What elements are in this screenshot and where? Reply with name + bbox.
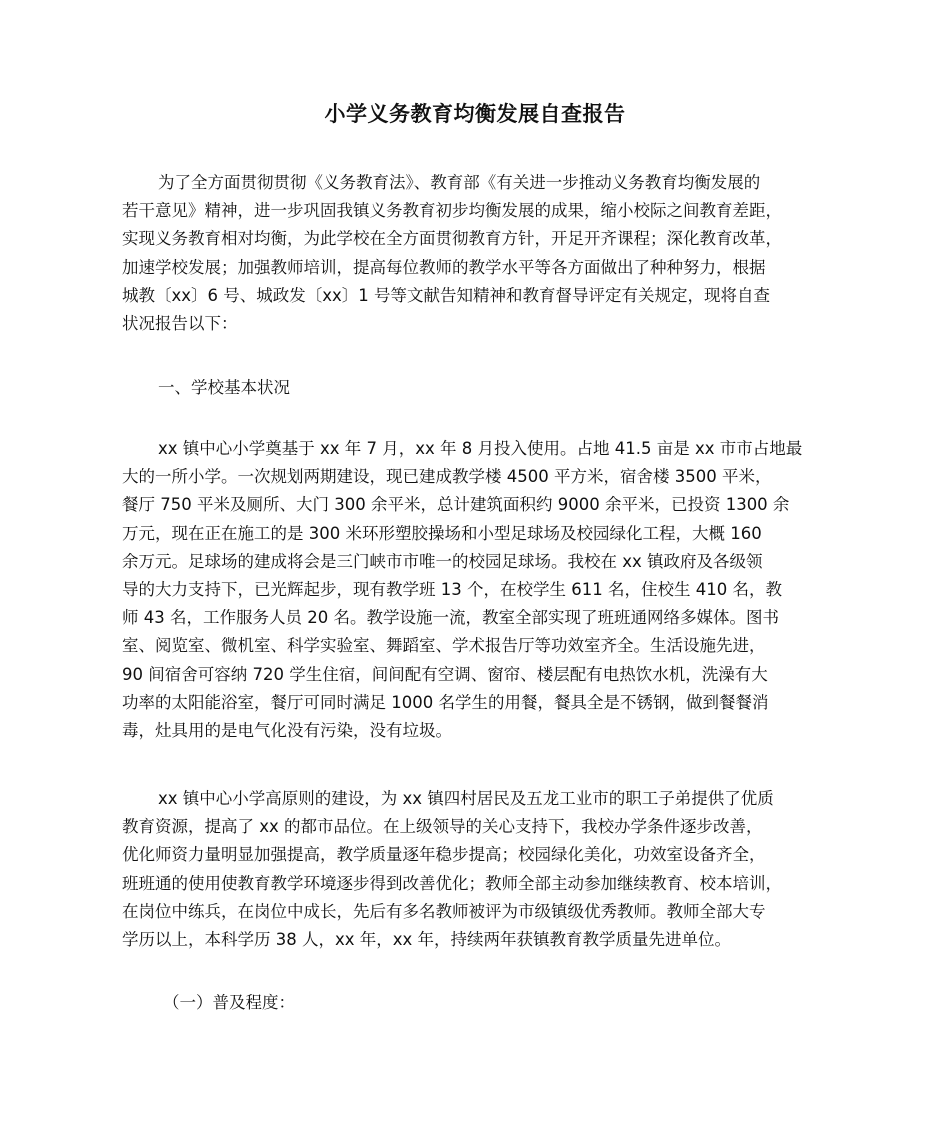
paragraph-line: 为了全方面贯彻贯彻《义务教育法》、教育部《有关进一步推动义务教育均衡发展的 (158, 173, 761, 192)
paragraph-line: 大的一所小学。一次规划两期建设，现已建成教学楼 4500 平方米，宿舍楼 3500 平米， (122, 467, 772, 487)
page-title: 小学义务教育均衡发展自查报告 (324, 102, 626, 126)
paragraph-line: 若干意见》精神，进一步巩固我镇义务教育初步均衡发展的成果，缩小校际之间教育差距， (122, 201, 782, 221)
paragraph-line: 教育资源，提高了 xx 的都市品位。在上级领导的关心支持下，我校办学条件逐步改善， (122, 817, 763, 837)
paragraph-line: 学历以上，本科学历 38 人，xx 年，xx 年，持续两年获镇教育教学质量先进单位。 (122, 930, 732, 950)
paragraph-line: 班班通的使用使教育教学环境逐步得到改善优化；教师全部主动参加继续教育、校本培训， (122, 873, 782, 893)
paragraph-line: 加速学校发展；加强教师培训，提高每位教师的教学水平等各方面做出了种种努力，根据 (122, 257, 766, 277)
paragraph-line: 功率的太阳能浴室，餐厅可同时满足 1000 名学生的用餐，餐具全是不锈钢，做到餐餐消 (122, 692, 769, 712)
paragraph-line: xx 镇中心小学高原则的建设，为 xx 镇四村居民及五龙工业市的职工子弟提供了优质 (158, 789, 774, 808)
paragraph-line: 90 间宿舍可容纳 720 学生住宿，间间配有空调、窗帘、楼层配有电热饮水机，洗澡有大 (122, 664, 768, 684)
paragraph-line: 实现义务教育相对均衡，为此学校在全方面贯彻教育方针，开足开齐课程；深化教育改革， (122, 229, 782, 249)
paragraph-line: 室、阅览室、微机室、科学实验室、舞蹈室、学术报告厅等功效室齐全。生活设施先进， (122, 636, 766, 656)
paragraph-line: 优化师资力量明显加强提高，教学质量逐年稳步提高；校园绿化美化，功效室设备齐全， (122, 845, 766, 865)
paragraph-line: 师 43 名，工作服务人员 20 名。教学设施一流，教室全部实现了班班通网络多媒体。图书 (122, 608, 779, 628)
paragraph-line: 余万元。足球场的建成将会是三门峡市市唯一的校园足球场。我校在 xx 镇政府及各级领 (122, 551, 763, 571)
paragraph-line: 城教〔xx〕6 号、城政发〔xx〕1 号等文献告知精神和教育督导评定有关规定，现将自查 (122, 285, 771, 305)
subsection-heading: （一）普及程度： (163, 993, 295, 1012)
paragraph-line: 万元，现在正在施工的是 300 米环形塑胶操场和小型足球场及校园绿化工程，大概 160 (122, 523, 762, 543)
school-basic-paragraph (122, 435, 840, 745)
paragraph-line: 餐厅 750 平米及厕所、大门 300 余平米，总计建筑面积约 9000 余平米，已投资 1300 余 (122, 495, 790, 515)
paragraph-line: 状况报告以下： (122, 314, 238, 334)
paragraph-line: 导的大力支持下，已光辉起步，现有教学班 13 个，在校学生 611 名，住校生 410 名，教 (122, 580, 782, 600)
intro-paragraph (122, 169, 840, 338)
school-quality-paragraph (122, 785, 840, 954)
paragraph-line: xx 镇中心小学奠基于 xx 年 7 月，xx 年 8 月投入使用。占地 41.5 亩是 xx 市市占地最 (158, 439, 803, 458)
paragraph-line: 毒，灶具用的是电气化没有污染，没有垃圾。 (122, 721, 452, 741)
section-heading: 一、学校基本状况 (158, 378, 290, 397)
paragraph-line: 在岗位中练兵，在岗位中成长，先后有多名教师被评为市级镇级优秀教师。教师全部大专 (122, 901, 766, 921)
